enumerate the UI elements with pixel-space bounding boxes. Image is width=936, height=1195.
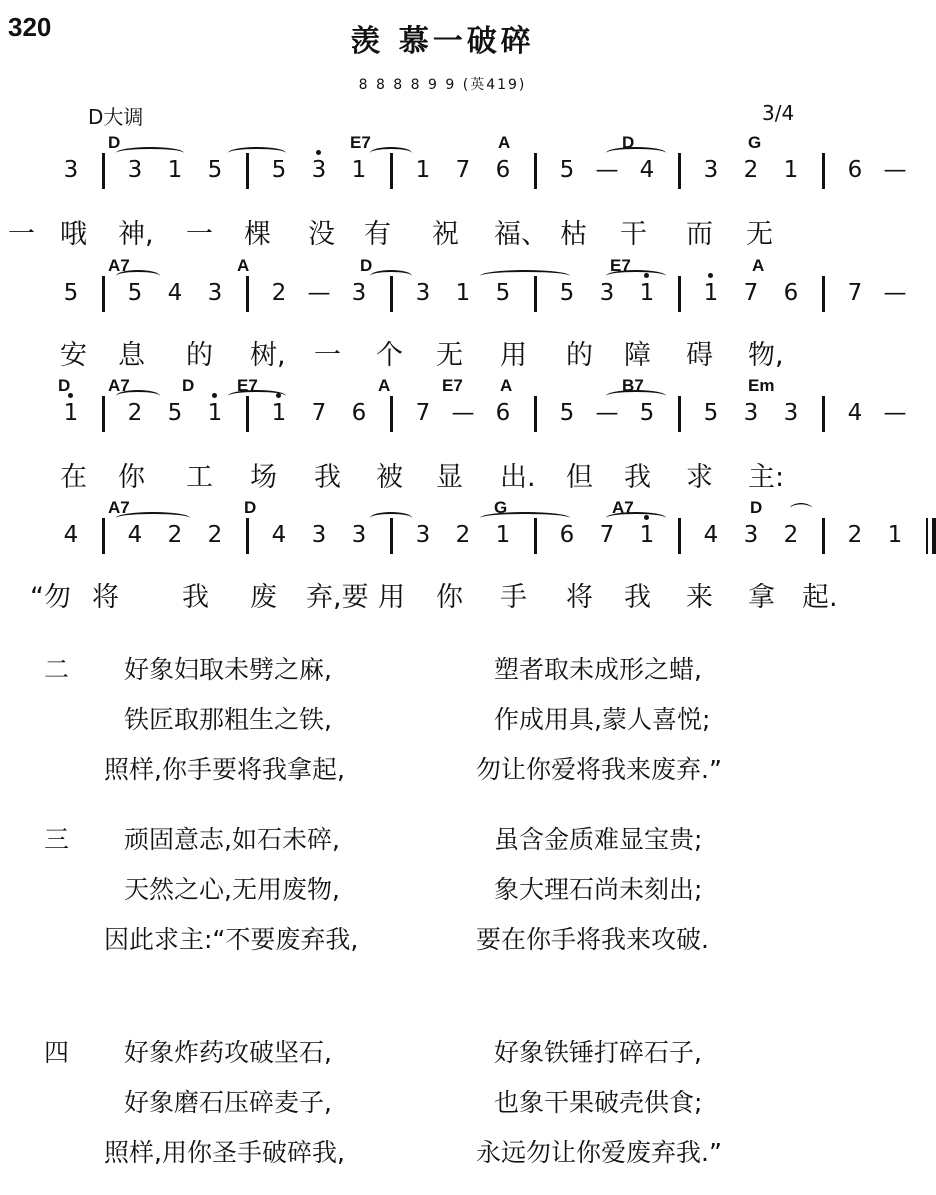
note: 6 (559, 522, 575, 548)
note: 2 (455, 522, 471, 548)
verse-line-left: 照样,你手要将我拿起, (104, 755, 345, 784)
note: 4 (271, 522, 287, 548)
lyric-syllable: 废 (250, 582, 277, 613)
note: 3 (415, 280, 431, 306)
verse-line-right: 勿让你爱将我来废弃.” (476, 755, 722, 784)
chord-symbol: A7 (612, 498, 634, 517)
lyric-syllable: 的 (566, 340, 593, 371)
note: 1 (783, 157, 799, 183)
verse-line-left: 顽固意志,如石未碎, (124, 825, 340, 854)
chord-symbol: E7 (350, 133, 371, 152)
note: 3 (783, 400, 799, 426)
lyric-syllable: 的 (186, 340, 213, 371)
hymn-title: 羡 慕一破碎 (350, 24, 535, 59)
lyric-syllable: 我 (624, 462, 651, 493)
lyric-syllable: 我 (314, 462, 341, 493)
note: 3 (351, 280, 367, 306)
note: 1 (58, 400, 84, 426)
verse-line-left: 铁匠取那粗生之铁, (124, 705, 332, 734)
note: 6 (351, 400, 367, 426)
note: 5 (495, 280, 511, 306)
tie-slur (606, 390, 666, 402)
note: 1 (698, 280, 724, 306)
note: 1 (167, 157, 183, 183)
lyric-syllable: 碍 (686, 340, 713, 371)
lyric-syllable: 你 (118, 462, 145, 493)
lyric-syllable: 起. (802, 582, 838, 613)
lyric-syllable: 一 (314, 340, 341, 371)
chord-symbol: A (498, 133, 511, 152)
lyric-syllable: 障 (624, 340, 651, 371)
lyric-syllable: 物, (748, 340, 784, 371)
chord-symbol: E7 (237, 376, 258, 395)
lyric-syllable: 无 (746, 219, 773, 250)
barline (678, 518, 681, 554)
tie-slur (370, 270, 412, 282)
verse-line-left: 因此求主:“不要废弃我, (104, 925, 359, 954)
chord-symbol: A7 (108, 256, 130, 275)
lyric-line-2 (0, 333, 885, 373)
lyric-line-3 (0, 455, 885, 495)
tie-slur (116, 147, 184, 159)
barline (246, 518, 249, 554)
tie-slur (116, 512, 190, 524)
note: 1 (634, 522, 660, 548)
chord-symbol: G (748, 133, 762, 152)
note: 3 (743, 400, 759, 426)
chord-symbol: D (182, 376, 195, 395)
note: 3 (207, 280, 223, 306)
lyric-syllable: 用 (378, 582, 405, 613)
note: 1 (455, 280, 471, 306)
tie-slur (370, 147, 412, 159)
chord-symbol: A (378, 376, 391, 395)
lyric-syllable: 场 (250, 462, 277, 493)
verse-line-left: 好象磨石压碎麦子, (124, 1088, 332, 1117)
lyric-syllable: 手 (500, 582, 527, 613)
note: 2 (743, 157, 759, 183)
octave-dot (316, 150, 321, 155)
lyric-syllable: 息 (118, 340, 145, 371)
tie-slur (606, 270, 666, 282)
fermata-icon: ⌒ (790, 503, 813, 528)
lyric-syllable: 用 (500, 340, 527, 371)
note: 6 (783, 280, 799, 306)
lyric-syllable: 而 (686, 219, 713, 250)
note: 2 (207, 522, 223, 548)
note-extension: — (595, 400, 619, 426)
note: 1 (495, 522, 511, 548)
tie-slur (116, 270, 160, 282)
note: 1 (887, 522, 903, 548)
lyric-syllable: 我 (182, 582, 209, 613)
verse-line-left: 天然之心,无用废物, (124, 875, 340, 904)
note-extension: — (451, 400, 475, 426)
verse-line-right: 作成用具,蒙人喜悦; (494, 705, 711, 734)
lyric-syllable: 出. (500, 462, 536, 493)
note: 7 (455, 157, 471, 183)
note-extension: — (883, 157, 907, 183)
note: 2 (783, 522, 799, 548)
note: 3 (306, 157, 332, 183)
note: 4 (167, 280, 183, 306)
barline (102, 276, 105, 312)
note: 2 (847, 522, 863, 548)
note: 3 (743, 522, 759, 548)
chord-symbol: A7 (108, 498, 130, 517)
note: 6 (495, 400, 511, 426)
note: 5 (207, 157, 223, 183)
tie-slur (606, 512, 666, 524)
lyric-syllable: 福、 (494, 219, 548, 250)
note: 5 (703, 400, 719, 426)
barline (534, 396, 537, 432)
note: 5 (271, 157, 287, 183)
barline (822, 153, 825, 189)
lyric-syllable: 被 (376, 462, 403, 493)
verse-line-right: 要在你手将我来攻破. (476, 925, 709, 954)
staff-1 (0, 133, 907, 195)
note: 3 (415, 522, 431, 548)
tie-slur (116, 390, 160, 402)
verse-number: 四 (44, 1038, 70, 1067)
tie-slur (370, 512, 412, 524)
lyric-syllable: 没 (308, 219, 335, 250)
note: 2 (271, 280, 287, 306)
note: 5 (559, 280, 575, 306)
lyric-syllable: 一 (8, 219, 35, 250)
lyric-syllable: 无 (436, 340, 463, 371)
chord-symbol: A (237, 256, 250, 275)
octave-dot (212, 393, 217, 398)
verse-line-right: 塑者取未成形之蜡, (494, 655, 702, 684)
note: 1 (351, 157, 367, 183)
note: 1 (634, 280, 660, 306)
chord-symbol: D (244, 498, 257, 517)
lyric-syllable: 将 (566, 582, 593, 613)
note: 2 (127, 400, 143, 426)
chord-symbol: D (622, 133, 635, 152)
note: 6 (495, 157, 511, 183)
note: 1 (415, 157, 431, 183)
lyric-syllable: 干 (620, 219, 647, 250)
lyric-syllable: 棵 (244, 219, 271, 250)
note: 7 (599, 522, 615, 548)
lyric-syllable: 但 (566, 462, 593, 493)
note: 5 (63, 280, 79, 306)
lyric-syllable: 个 (376, 340, 403, 371)
lyric-syllable: 枯 (560, 219, 587, 250)
tie-slur (228, 147, 286, 159)
note: 7 (743, 280, 759, 306)
final-barline (932, 518, 936, 554)
verse-line-right: 也象干果破壳供食; (494, 1088, 703, 1117)
lyric-syllable: 将 (92, 582, 119, 613)
lyric-line-1 (0, 212, 885, 252)
lyric-syllable: 祝 (432, 219, 459, 250)
verse-number: 二 (44, 655, 70, 684)
verse-line-right: 好象铁锤打碎石子, (494, 1038, 702, 1067)
note: 1 (266, 400, 292, 426)
lyric-syllable: 在 (60, 462, 87, 493)
note: 6 (847, 157, 863, 183)
chord-symbol: A (500, 376, 513, 395)
tie-slur (606, 147, 666, 159)
note: 4 (127, 522, 143, 548)
verse-line-right: 象大理石尚未刻出; (494, 875, 703, 904)
note: 5 (559, 400, 575, 426)
note: 7 (311, 400, 327, 426)
tie-slur (480, 512, 570, 524)
lyric-syllable: 你 (436, 582, 463, 613)
note: 3 (127, 157, 143, 183)
chord-symbol: Em (748, 376, 775, 395)
hymn-number: 320 (8, 12, 52, 42)
time-signature: 3/4 (762, 101, 795, 125)
note-extension: — (883, 400, 907, 426)
lyric-syllable: 拿 (748, 582, 775, 613)
verse-line-left: 照样,用你圣手破碎我, (104, 1138, 345, 1167)
barline (822, 276, 825, 312)
lyric-syllable: 树, (250, 340, 286, 371)
lyric-syllable: 主: (748, 462, 785, 493)
note: 3 (311, 522, 327, 548)
chord-symbol: D (58, 376, 71, 395)
chord-symbol: B7 (622, 376, 644, 395)
tie-slur (480, 270, 570, 282)
lyric-syllable: 求 (686, 462, 713, 493)
verse-line-right: 虽含金质难显宝贵; (494, 825, 703, 854)
barline (678, 276, 681, 312)
note: 3 (63, 157, 79, 183)
note: 1 (202, 400, 228, 426)
note: 4 (847, 400, 863, 426)
chord-symbol: E7 (610, 256, 631, 275)
lyric-syllable: 显 (436, 462, 463, 493)
verse-line-left: 好象妇取未劈之麻, (124, 655, 332, 684)
verse-line-left: 好象炸药攻破坚石, (124, 1038, 332, 1067)
note: 4 (703, 522, 719, 548)
note: 2 (167, 522, 183, 548)
octave-dot (708, 273, 713, 278)
barline (390, 396, 393, 432)
note: 3 (703, 157, 719, 183)
barline (678, 153, 681, 189)
chord-symbol: A (752, 256, 765, 275)
note: 7 (415, 400, 431, 426)
lyric-syllable: 神, (118, 219, 154, 250)
barline (102, 153, 105, 189)
chord-symbol: A7 (108, 376, 130, 395)
lyric-syllable: 弃,要 (306, 582, 369, 613)
note-extension: — (595, 157, 619, 183)
note: 3 (351, 522, 367, 548)
lyric-syllable: 一 (186, 219, 213, 250)
verse-line-right: 永远勿让你爱废弃我.” (476, 1138, 722, 1167)
final-barline (926, 518, 928, 554)
lyric-syllable: 我 (624, 582, 651, 613)
lyric-syllable: 哦 (60, 219, 87, 250)
chord-symbol: G (494, 498, 508, 517)
note: 4 (639, 157, 655, 183)
tie-slur (228, 390, 286, 402)
note: 5 (559, 157, 575, 183)
note-extension: — (883, 280, 907, 306)
note-extension: — (307, 280, 331, 306)
lyric-syllable: “勿 (30, 582, 71, 613)
chord-symbol: D (360, 256, 373, 275)
staff-4 (0, 498, 903, 560)
barline (822, 396, 825, 432)
lyric-line-4 (0, 575, 885, 615)
note: 5 (167, 400, 183, 426)
lyric-syllable: 来 (686, 582, 713, 613)
barline (678, 396, 681, 432)
key-signature: D大调 (88, 105, 144, 129)
note: 4 (63, 522, 79, 548)
note: 5 (127, 280, 143, 306)
note: 3 (599, 280, 615, 306)
lyric-syllable: 工 (186, 462, 213, 493)
meter-line: 8 8 8 8 9 9 (英419) (358, 77, 527, 93)
chord-symbol: D (750, 498, 763, 517)
lyric-syllable: 有 (364, 219, 391, 250)
lyric-syllable: 安 (60, 340, 87, 371)
barline (822, 518, 825, 554)
staff-3 (0, 376, 907, 438)
barline (534, 153, 537, 189)
chord-symbol: E7 (442, 376, 463, 395)
barline (246, 276, 249, 312)
chord-symbol: D (108, 133, 121, 152)
barline (102, 396, 105, 432)
note: 5 (639, 400, 655, 426)
staff-2 (0, 256, 907, 318)
barline (102, 518, 105, 554)
note: 7 (847, 280, 863, 306)
verse-number: 三 (44, 825, 70, 854)
